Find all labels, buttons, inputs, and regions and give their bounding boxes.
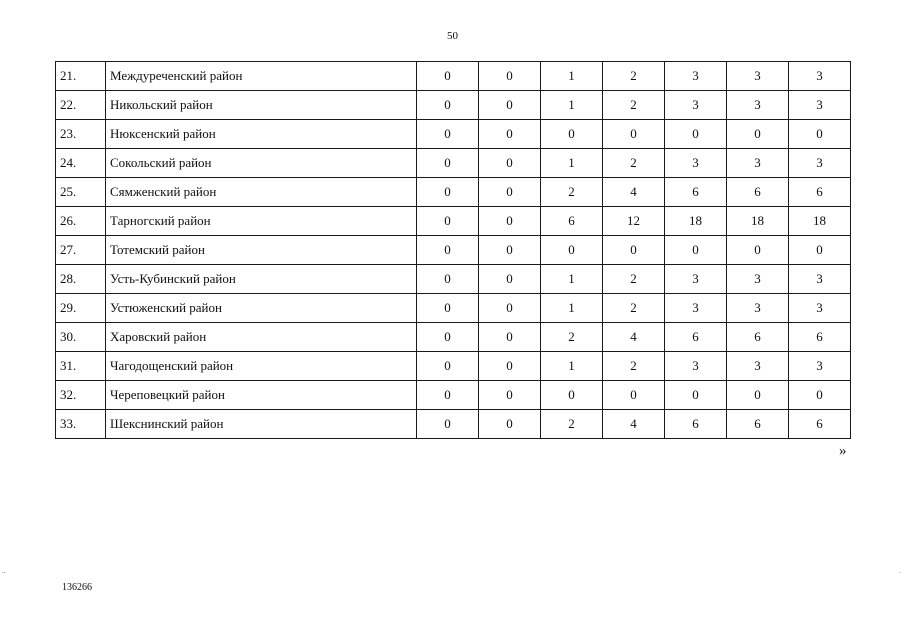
value-cell: 0 <box>417 236 479 265</box>
value-cell: 0 <box>603 381 665 410</box>
value-cell: 3 <box>665 352 727 381</box>
document-code: 136266 <box>62 582 92 593</box>
district-name: Череповецкий район <box>106 381 417 410</box>
district-name: Тарногский район <box>106 207 417 236</box>
value-cell: 3 <box>665 91 727 120</box>
district-name: Междуреченский район <box>106 62 417 91</box>
value-cell: 0 <box>479 91 541 120</box>
left-edge-mark: .. <box>2 567 6 575</box>
value-cell: 6 <box>727 323 789 352</box>
value-cell: 3 <box>789 91 851 120</box>
row-number: 31. <box>56 352 106 381</box>
table-row <box>56 323 851 352</box>
row-number: 26. <box>56 207 106 236</box>
row-number: 27. <box>56 236 106 265</box>
row-number: 28. <box>56 265 106 294</box>
value-cell: 0 <box>789 381 851 410</box>
row-number: 32. <box>56 381 106 410</box>
value-cell: 1 <box>541 62 603 91</box>
value-cell: 2 <box>603 352 665 381</box>
value-cell: 0 <box>479 236 541 265</box>
district-name: Харовский район <box>106 323 417 352</box>
value-cell: 3 <box>727 352 789 381</box>
value-cell: 2 <box>603 265 665 294</box>
value-cell: 0 <box>665 381 727 410</box>
value-cell: 0 <box>479 323 541 352</box>
district-name: Тотемский район <box>106 236 417 265</box>
value-cell: 4 <box>603 178 665 207</box>
value-cell: 0 <box>417 265 479 294</box>
value-cell: 0 <box>417 294 479 323</box>
value-cell: 0 <box>479 207 541 236</box>
value-cell: 6 <box>665 410 727 439</box>
value-cell: 6 <box>727 410 789 439</box>
value-cell: 0 <box>417 91 479 120</box>
value-cell: 3 <box>789 294 851 323</box>
value-cell: 6 <box>789 410 851 439</box>
value-cell: 0 <box>417 178 479 207</box>
value-cell: 0 <box>479 265 541 294</box>
value-cell: 6 <box>789 323 851 352</box>
value-cell: 3 <box>665 149 727 178</box>
value-cell: 0 <box>417 120 479 149</box>
district-name: Шекснинский район <box>106 410 417 439</box>
value-cell: 3 <box>727 265 789 294</box>
table-row <box>56 236 851 265</box>
value-cell: 1 <box>541 91 603 120</box>
value-cell: 0 <box>417 149 479 178</box>
row-number: 22. <box>56 91 106 120</box>
row-number: 21. <box>56 62 106 91</box>
value-cell: 18 <box>665 207 727 236</box>
value-cell: 3 <box>789 352 851 381</box>
value-cell: 0 <box>789 236 851 265</box>
value-cell: 3 <box>727 294 789 323</box>
table-row <box>56 178 851 207</box>
value-cell: 0 <box>417 352 479 381</box>
value-cell: 0 <box>541 381 603 410</box>
value-cell: 0 <box>479 178 541 207</box>
right-edge-mark: . <box>899 567 901 575</box>
value-cell: 4 <box>603 410 665 439</box>
table-row <box>56 265 851 294</box>
value-cell: 0 <box>789 120 851 149</box>
value-cell: 0 <box>479 62 541 91</box>
district-name: Усть-Кубинский район <box>106 265 417 294</box>
value-cell: 18 <box>727 207 789 236</box>
value-cell: 2 <box>603 91 665 120</box>
value-cell: 0 <box>417 410 479 439</box>
value-cell: 2 <box>541 178 603 207</box>
value-cell: 6 <box>541 207 603 236</box>
district-name: Никольский район <box>106 91 417 120</box>
value-cell: 2 <box>541 323 603 352</box>
district-name: Устюженский район <box>106 294 417 323</box>
value-cell: 0 <box>479 149 541 178</box>
table-row <box>56 62 851 91</box>
table-body <box>56 62 851 439</box>
value-cell: 0 <box>479 381 541 410</box>
value-cell: 0 <box>417 323 479 352</box>
table-row <box>56 352 851 381</box>
district-name: Сокольский район <box>106 149 417 178</box>
value-cell: 0 <box>727 381 789 410</box>
value-cell: 18 <box>789 207 851 236</box>
row-number: 23. <box>56 120 106 149</box>
value-cell: 0 <box>479 352 541 381</box>
value-cell: 0 <box>479 120 541 149</box>
table-row <box>56 294 851 323</box>
value-cell: 1 <box>541 265 603 294</box>
value-cell: 0 <box>665 120 727 149</box>
table-row <box>56 149 851 178</box>
value-cell: 0 <box>417 207 479 236</box>
table-row <box>56 410 851 439</box>
table-row <box>56 120 851 149</box>
page-number: 50 <box>447 30 458 42</box>
table-row <box>56 207 851 236</box>
value-cell: 12 <box>603 207 665 236</box>
value-cell: 0 <box>665 236 727 265</box>
value-cell: 0 <box>727 120 789 149</box>
value-cell: 6 <box>789 178 851 207</box>
value-cell: 3 <box>665 294 727 323</box>
row-number: 25. <box>56 178 106 207</box>
closing-quote-mark: » <box>839 443 847 459</box>
value-cell: 0 <box>417 381 479 410</box>
value-cell: 4 <box>603 323 665 352</box>
district-name: Сямженский район <box>106 178 417 207</box>
value-cell: 3 <box>727 62 789 91</box>
value-cell: 2 <box>603 294 665 323</box>
value-cell: 2 <box>603 62 665 91</box>
row-number: 29. <box>56 294 106 323</box>
value-cell: 0 <box>479 294 541 323</box>
value-cell: 0 <box>541 120 603 149</box>
district-name: Нюксенский район <box>106 120 417 149</box>
value-cell: 2 <box>541 410 603 439</box>
value-cell: 0 <box>417 62 479 91</box>
value-cell: 3 <box>727 149 789 178</box>
value-cell: 0 <box>727 236 789 265</box>
value-cell: 6 <box>665 323 727 352</box>
value-cell: 3 <box>789 149 851 178</box>
value-cell: 6 <box>665 178 727 207</box>
value-cell: 0 <box>541 236 603 265</box>
district-values-table <box>55 61 851 439</box>
value-cell: 6 <box>727 178 789 207</box>
row-number: 24. <box>56 149 106 178</box>
value-cell: 0 <box>479 410 541 439</box>
value-cell: 3 <box>727 91 789 120</box>
row-number: 30. <box>56 323 106 352</box>
value-cell: 3 <box>789 265 851 294</box>
value-cell: 0 <box>603 120 665 149</box>
value-cell: 3 <box>665 265 727 294</box>
value-cell: 1 <box>541 352 603 381</box>
value-cell: 3 <box>789 62 851 91</box>
district-name: Чагодощенский район <box>106 352 417 381</box>
value-cell: 0 <box>603 236 665 265</box>
value-cell: 3 <box>665 62 727 91</box>
table-row <box>56 381 851 410</box>
value-cell: 1 <box>541 149 603 178</box>
value-cell: 1 <box>541 294 603 323</box>
table-row <box>56 91 851 120</box>
row-number: 33. <box>56 410 106 439</box>
value-cell: 2 <box>603 149 665 178</box>
